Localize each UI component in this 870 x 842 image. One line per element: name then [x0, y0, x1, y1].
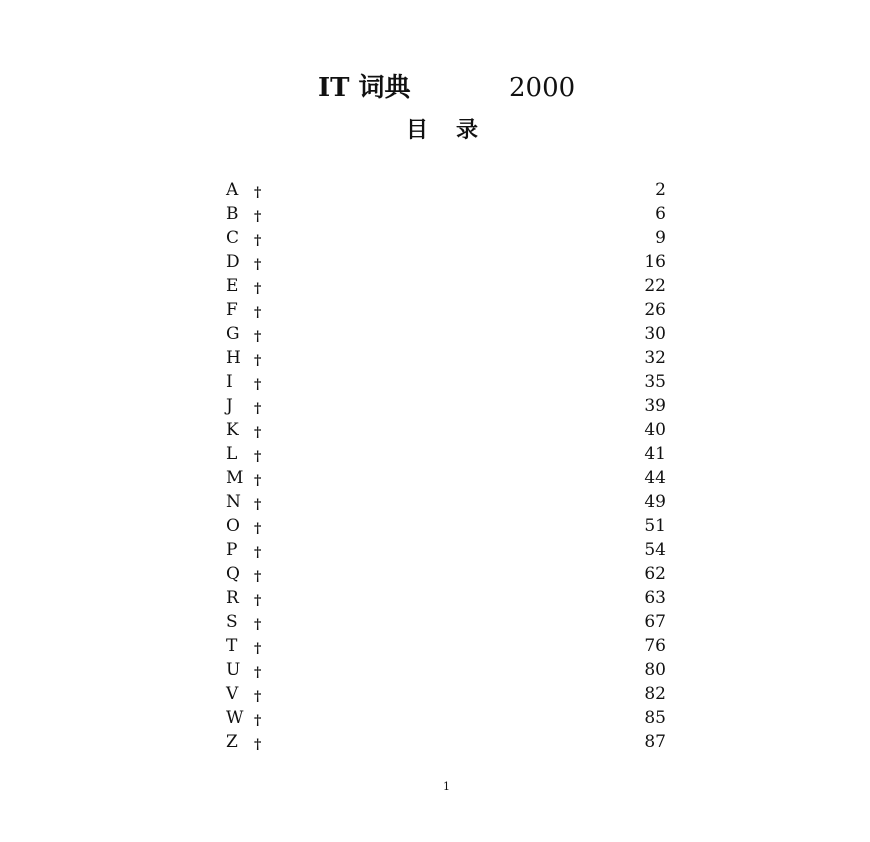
toc-entry[interactable]	[226, 707, 666, 731]
toc-section-mark: †	[254, 185, 262, 201]
toc-letter: M	[226, 468, 245, 488]
toc-entry[interactable]	[226, 275, 666, 299]
toc-section-mark: †	[254, 377, 262, 393]
toc-letter: H	[226, 348, 242, 368]
toc-letter: V	[226, 684, 240, 704]
toc-entry[interactable]	[226, 611, 666, 635]
table-of-contents-heading	[0, 114, 870, 146]
toc-entry[interactable]	[226, 659, 666, 683]
toc-letter: F	[226, 300, 239, 320]
document-title	[0, 70, 870, 106]
toc-entry[interactable]	[226, 347, 666, 371]
toc-letter: O	[226, 516, 241, 536]
toc-section-mark: †	[254, 617, 262, 633]
toc-letter: L	[226, 444, 239, 464]
toc-page-number: 41	[644, 444, 666, 464]
toc-section-mark: †	[254, 593, 262, 609]
toc-page-number: 39	[644, 396, 666, 416]
title-text: IT 词典	[318, 73, 411, 103]
toc-page-number: 16	[644, 252, 666, 272]
subtitle-char-2: 录	[456, 117, 479, 143]
toc-letter: C	[226, 228, 241, 248]
toc-section-mark: †	[254, 569, 262, 585]
subtitle-char-1: 目	[406, 117, 429, 143]
toc-entry[interactable]	[226, 179, 666, 203]
toc-letter: N	[226, 492, 242, 512]
toc-page-number: 63	[644, 588, 666, 608]
toc-section-mark: †	[254, 689, 262, 705]
toc-entry[interactable]	[226, 251, 666, 275]
toc-section-mark: †	[254, 257, 262, 273]
page-number: 1	[443, 780, 450, 793]
toc-letter: J	[226, 396, 234, 416]
toc-section-mark: †	[254, 401, 262, 417]
toc-section-mark: †	[254, 329, 262, 345]
toc-section-mark: †	[254, 233, 262, 249]
toc-page-number: 9	[655, 228, 666, 248]
toc-section-mark: †	[254, 545, 262, 561]
toc-letter: A	[226, 180, 240, 200]
toc-letter: E	[226, 276, 240, 296]
toc-letter: S	[226, 612, 239, 632]
toc-page-number: 2	[655, 180, 666, 200]
toc-entry[interactable]	[226, 539, 666, 563]
toc-entry[interactable]	[226, 467, 666, 491]
toc-section-mark: †	[254, 209, 262, 225]
toc-entry[interactable]	[226, 563, 666, 587]
toc-section-mark: †	[254, 521, 262, 537]
toc-letter: R	[226, 588, 240, 608]
toc-entry[interactable]	[226, 683, 666, 707]
toc-entry[interactable]	[226, 203, 666, 227]
toc-page-number: 22	[644, 276, 666, 296]
toc-section-mark: †	[254, 425, 262, 441]
toc-page-number: 62	[644, 564, 666, 584]
toc-letter: B	[226, 204, 240, 224]
toc-letter: P	[226, 540, 239, 560]
title-year: 2000	[509, 73, 576, 103]
toc-letter: Z	[226, 732, 239, 752]
toc-section-mark: †	[254, 665, 262, 681]
toc-letter: T	[226, 636, 239, 656]
toc-entry[interactable]	[226, 443, 666, 467]
toc-entry[interactable]	[226, 587, 666, 611]
toc-entry[interactable]	[226, 323, 666, 347]
toc-page-number: 30	[644, 324, 666, 344]
toc-page-number: 6	[655, 204, 666, 224]
toc-page-number: 67	[644, 612, 666, 632]
toc-section-mark: †	[254, 281, 262, 297]
toc-section-mark: †	[254, 353, 262, 369]
toc-entry[interactable]	[226, 299, 666, 323]
toc-page-number: 87	[644, 732, 666, 752]
toc-entry[interactable]	[226, 491, 666, 515]
toc-entry[interactable]	[226, 635, 666, 659]
toc-letter: Q	[226, 564, 241, 584]
toc-entry[interactable]	[226, 419, 666, 443]
table-of-contents	[226, 179, 666, 755]
toc-page-number: 76	[644, 636, 666, 656]
toc-letter: W	[226, 708, 245, 728]
toc-page-number: 82	[644, 684, 666, 704]
toc-page-number: 51	[644, 516, 666, 536]
toc-section-mark: †	[254, 473, 262, 489]
toc-letter: K	[226, 420, 240, 440]
toc-section-mark: †	[254, 641, 262, 657]
toc-page-number: 26	[644, 300, 666, 320]
toc-letter: G	[226, 324, 241, 344]
toc-page-number: 44	[644, 468, 666, 488]
toc-section-mark: †	[254, 497, 262, 513]
toc-section-mark: †	[254, 305, 262, 321]
toc-page-number: 80	[644, 660, 666, 680]
toc-entry[interactable]	[226, 395, 666, 419]
toc-page-number: 35	[644, 372, 666, 392]
toc-page-number: 54	[644, 540, 666, 560]
toc-entry[interactable]	[226, 515, 666, 539]
toc-entry[interactable]	[226, 227, 666, 251]
toc-letter: D	[226, 252, 241, 272]
toc-section-mark: †	[254, 449, 262, 465]
toc-page-number: 32	[644, 348, 666, 368]
toc-entry[interactable]	[226, 731, 666, 755]
toc-letter: I	[226, 372, 234, 392]
toc-section-mark: †	[254, 737, 262, 753]
toc-entry[interactable]	[226, 371, 666, 395]
toc-section-mark: †	[254, 713, 262, 729]
toc-letter: U	[226, 660, 242, 680]
toc-page-number: 85	[644, 708, 666, 728]
toc-page-number: 40	[644, 420, 666, 440]
page-footer	[0, 779, 870, 795]
toc-page-number: 49	[644, 492, 666, 512]
